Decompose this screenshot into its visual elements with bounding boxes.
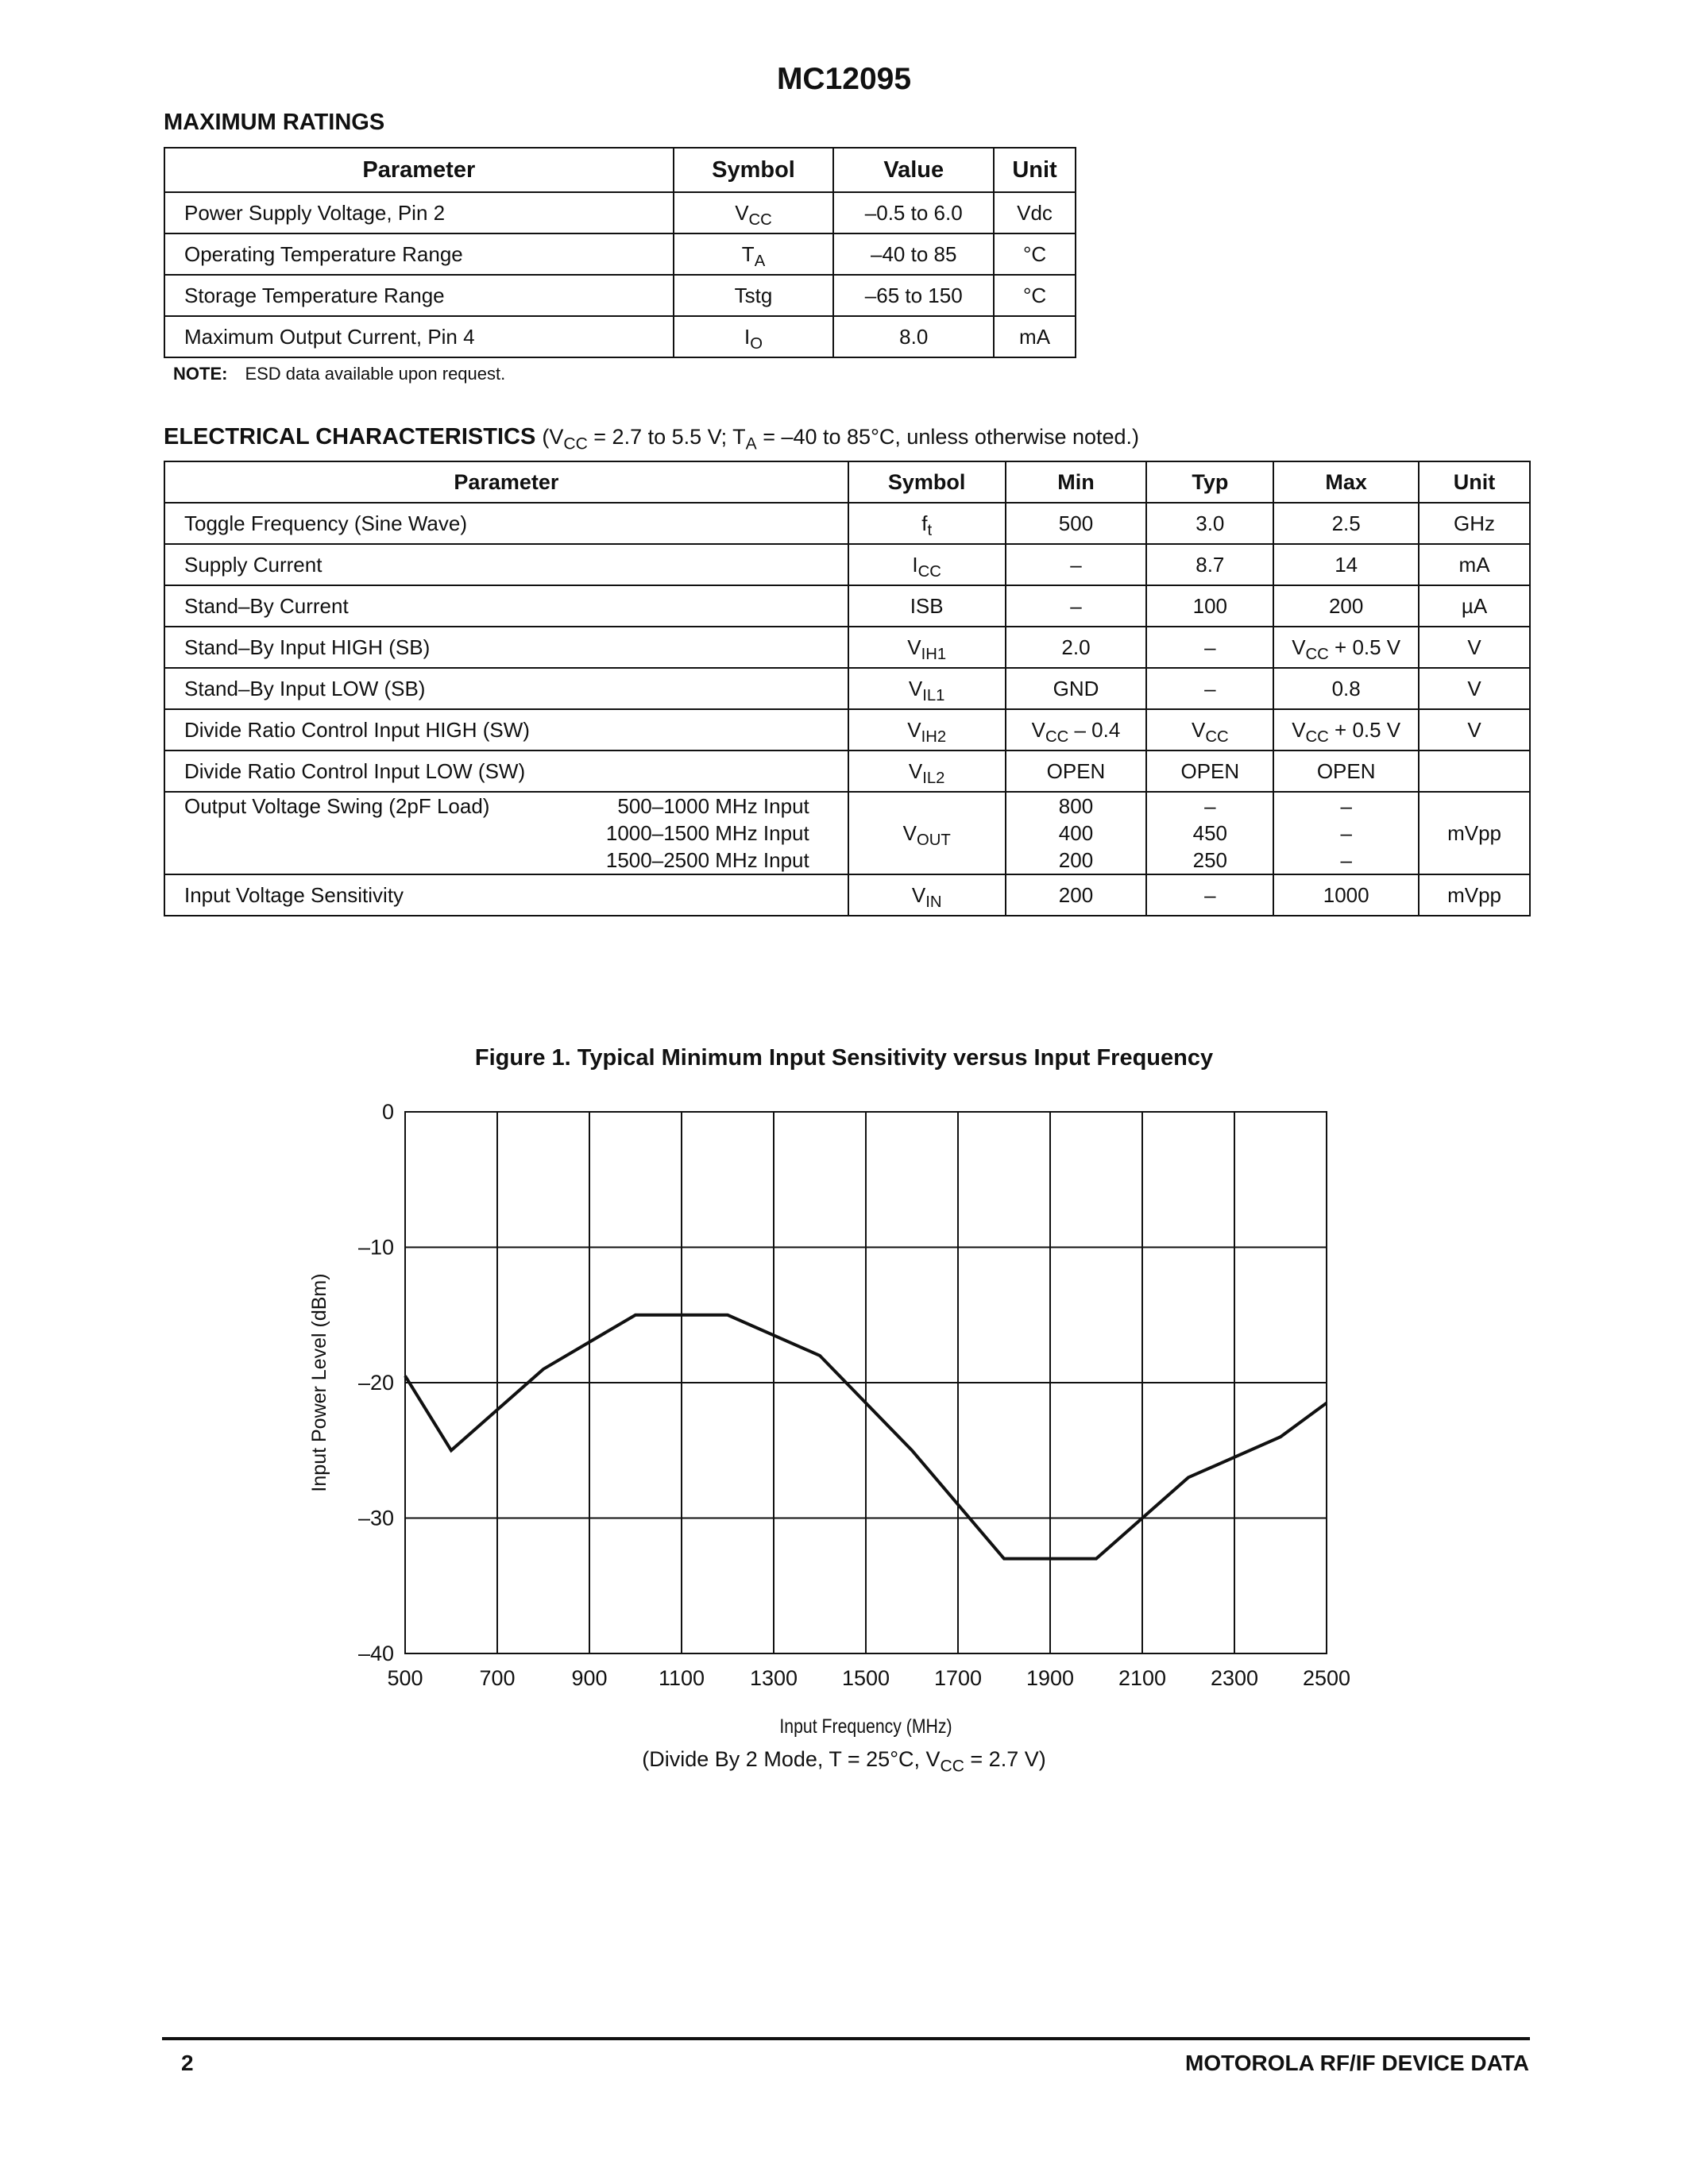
col-header: Value bbox=[833, 148, 994, 192]
table-row bbox=[164, 316, 1076, 357]
y-tick-label: –30 bbox=[357, 1506, 394, 1530]
min-cell: 800 400 200 bbox=[1006, 792, 1147, 874]
max-cell: – – – bbox=[1273, 792, 1419, 874]
min-cell: – bbox=[1006, 544, 1147, 585]
max-cell: 0.8 bbox=[1273, 668, 1419, 709]
typ-cell: 8.7 bbox=[1146, 544, 1273, 585]
symbol-cell: $V_{CC}$ bbox=[674, 192, 834, 233]
unit-cell: mA bbox=[994, 316, 1076, 357]
x-tick-label: 700 bbox=[479, 1666, 516, 1690]
max-cell: 2.5 bbox=[1273, 503, 1419, 544]
typ-cell: OPEN bbox=[1146, 751, 1273, 792]
typ-cell: – bbox=[1146, 668, 1273, 709]
symbol-cell: $I_{CC}$ bbox=[848, 544, 1006, 585]
symbol-cell: $V_{IL1}$ bbox=[848, 668, 1006, 709]
typ-cell: – 450 250 bbox=[1146, 792, 1273, 874]
y-tick-label: –20 bbox=[357, 1371, 394, 1395]
parameter-cell: Stand–By Input HIGH (SB) bbox=[164, 627, 848, 668]
esd-note bbox=[173, 364, 505, 384]
parameter-cell: Toggle Frequency (Sine Wave) bbox=[164, 503, 848, 544]
min-cell: 200 bbox=[1006, 874, 1147, 916]
min-cell: 500 bbox=[1006, 503, 1147, 544]
typ-cell: 100 bbox=[1146, 585, 1273, 627]
x-tick-label: 1300 bbox=[749, 1666, 798, 1690]
min-cell: GND bbox=[1006, 668, 1147, 709]
parameter-cell: Stand–By Input LOW (SB) bbox=[164, 668, 848, 709]
table-row bbox=[164, 751, 1530, 792]
col-header: Parameter bbox=[164, 148, 674, 192]
unit-cell bbox=[1419, 751, 1530, 792]
max-cell: 14 bbox=[1273, 544, 1419, 585]
max-cell: $V_{CC} + 0.5$ V bbox=[1273, 627, 1419, 668]
parameter-cell: Divide Ratio Control Input HIGH (SW) bbox=[164, 709, 848, 751]
figure-caption: (Divide By 2 Mode, T = 25°C, $V_{CC} = 2.7$ V) bbox=[642, 1747, 1046, 1776]
electrical-conditions: ($V_{CC} = 2.7$ to 5.5 V; $T_A = -40$ to 85°C, unless otherwise noted.) bbox=[542, 425, 1140, 453]
min-cell: OPEN bbox=[1006, 751, 1147, 792]
electrical-title: ELECTRICAL CHARACTERISTICS ($V_{CC} = 2.7$ to 5.5 V; $T_A = -40$ to 85°C, unless otherwise noted.) bbox=[164, 424, 1140, 453]
col-header: Parameter bbox=[164, 461, 848, 503]
x-tick-label: 1700 bbox=[933, 1666, 983, 1690]
table-row bbox=[164, 627, 1530, 668]
unit-cell: °C bbox=[994, 275, 1076, 316]
symbol-cell: $I_O$ bbox=[674, 316, 834, 357]
unit-cell: GHz bbox=[1419, 503, 1530, 544]
note-text: ESD data available upon request. bbox=[245, 364, 506, 384]
table-header-row bbox=[164, 148, 1076, 192]
table-row bbox=[164, 233, 1076, 275]
unit-cell: Vdc bbox=[994, 192, 1076, 233]
value-cell: –40 to 85 bbox=[833, 233, 994, 275]
table-row bbox=[164, 585, 1530, 627]
table-header-row bbox=[164, 461, 1530, 503]
value-cell: 8.0 bbox=[833, 316, 994, 357]
col-header: Unit bbox=[994, 148, 1076, 192]
symbol-cell: $V_{IN}$ bbox=[848, 874, 1006, 916]
parameter-cell: Input Voltage Sensitivity bbox=[164, 874, 848, 916]
symbol-cell: $V_{IL2}$ bbox=[848, 751, 1006, 792]
x-tick-label: 2100 bbox=[1118, 1666, 1167, 1690]
symbol-cell: $V_{IH2}$ bbox=[848, 709, 1006, 751]
x-tick-label: 2300 bbox=[1210, 1666, 1259, 1690]
min-cell: $V_{CC} - 0.4$ bbox=[1006, 709, 1147, 751]
symbol-cell: $V_{OUT}$ bbox=[848, 792, 1006, 874]
note-label: NOTE: bbox=[173, 364, 228, 384]
col-header: Unit bbox=[1419, 461, 1530, 503]
parameter-cell: Storage Temperature Range bbox=[164, 275, 674, 316]
parameter-cell: Maximum Output Current, Pin 4 bbox=[164, 316, 674, 357]
col-header: Max bbox=[1273, 461, 1419, 503]
unit-cell: V bbox=[1419, 709, 1530, 751]
unit-cell: mA bbox=[1419, 544, 1530, 585]
min-cell: – bbox=[1006, 585, 1147, 627]
parameter-label: Output Voltage Swing (2pF Load) bbox=[184, 794, 490, 818]
max-cell: 1000 bbox=[1273, 874, 1419, 916]
table-row bbox=[164, 792, 1530, 874]
x-tick-label: 900 bbox=[571, 1666, 608, 1690]
col-header: Typ bbox=[1146, 461, 1273, 503]
x-tick-label: 1900 bbox=[1026, 1666, 1075, 1690]
part-number-title: MC12095 bbox=[776, 62, 912, 96]
y-tick-label: –10 bbox=[357, 1235, 394, 1260]
typ-cell: – bbox=[1146, 874, 1273, 916]
table-row bbox=[164, 192, 1076, 233]
unit-cell: mVpp bbox=[1419, 792, 1530, 874]
table-row bbox=[164, 503, 1530, 544]
unit-cell: V bbox=[1419, 668, 1530, 709]
x-axis-label: Input Frequency (MHz) bbox=[779, 1715, 952, 1738]
x-tick-label: 2500 bbox=[1302, 1666, 1351, 1690]
parameter-cell: Supply Current bbox=[164, 544, 848, 585]
symbol-cell: $V_{IH1}$ bbox=[848, 627, 1006, 668]
typ-cell: – bbox=[1146, 627, 1273, 668]
parameter-cell bbox=[164, 792, 848, 874]
parameter-cell: Power Supply Voltage, Pin 2 bbox=[164, 192, 674, 233]
value-cell: –0.5 to 6.0 bbox=[833, 192, 994, 233]
symbol-cell: ISB bbox=[848, 585, 1006, 627]
symbol-cell: Tstg bbox=[674, 275, 834, 316]
parameter-cell: Stand–By Current bbox=[164, 585, 848, 627]
figure-title: Figure 1. Typical Minimum Input Sensitivity versus Input Frequency bbox=[474, 1045, 1214, 1071]
max-cell: 200 bbox=[1273, 585, 1419, 627]
max-ratings-title: MAXIMUM RATINGS bbox=[164, 110, 385, 135]
symbol-cell: $T_A$ bbox=[674, 233, 834, 275]
col-header: Symbol bbox=[674, 148, 834, 192]
table-row bbox=[164, 709, 1530, 751]
unit-cell: µA bbox=[1419, 585, 1530, 627]
unit-cell: V bbox=[1419, 627, 1530, 668]
symbol-cell: $f_t$ bbox=[848, 503, 1006, 544]
col-header: Symbol bbox=[848, 461, 1006, 503]
footer-rule bbox=[162, 2037, 1530, 2040]
y-tick-label: 0 bbox=[381, 1100, 394, 1124]
table-row bbox=[164, 668, 1530, 709]
max-cell: $V_{CC} + 0.5$ V bbox=[1273, 709, 1419, 751]
footer-publisher: MOTOROLA RF/IF DEVICE DATA bbox=[1185, 2051, 1529, 2075]
y-axis-label: Input Power Level (dBm) bbox=[308, 1273, 330, 1492]
unit-cell: °C bbox=[994, 233, 1076, 275]
table-row bbox=[164, 544, 1530, 585]
table-row bbox=[164, 874, 1530, 916]
electrical-characteristics-table bbox=[164, 461, 1531, 916]
table-row bbox=[164, 275, 1076, 316]
max-cell: OPEN bbox=[1273, 751, 1419, 792]
x-tick-label: 1500 bbox=[841, 1666, 890, 1690]
typ-cell: $V_{CC}$ bbox=[1146, 709, 1273, 751]
typ-cell: 3.0 bbox=[1146, 503, 1273, 544]
col-header: Min bbox=[1006, 461, 1147, 503]
x-tick-label: 1100 bbox=[658, 1666, 705, 1690]
x-tick-label: 500 bbox=[387, 1666, 423, 1690]
max-ratings-table bbox=[164, 147, 1076, 358]
min-cell: 2.0 bbox=[1006, 627, 1147, 668]
frequency-ranges: 500–1000 MHz Input 1000–1500 MHz Input 1500–2500 MHz Input bbox=[605, 794, 809, 872]
sensitivity-chart bbox=[302, 1088, 1382, 1739]
y-tick-label: –40 bbox=[357, 1642, 394, 1665]
parameter-cell: Divide Ratio Control Input LOW (SW) bbox=[164, 751, 848, 792]
unit-cell: mVpp bbox=[1419, 874, 1530, 916]
parameter-cell: Operating Temperature Range bbox=[164, 233, 674, 275]
page-number: 2 bbox=[181, 2051, 194, 2075]
value-cell: –65 to 150 bbox=[833, 275, 994, 316]
